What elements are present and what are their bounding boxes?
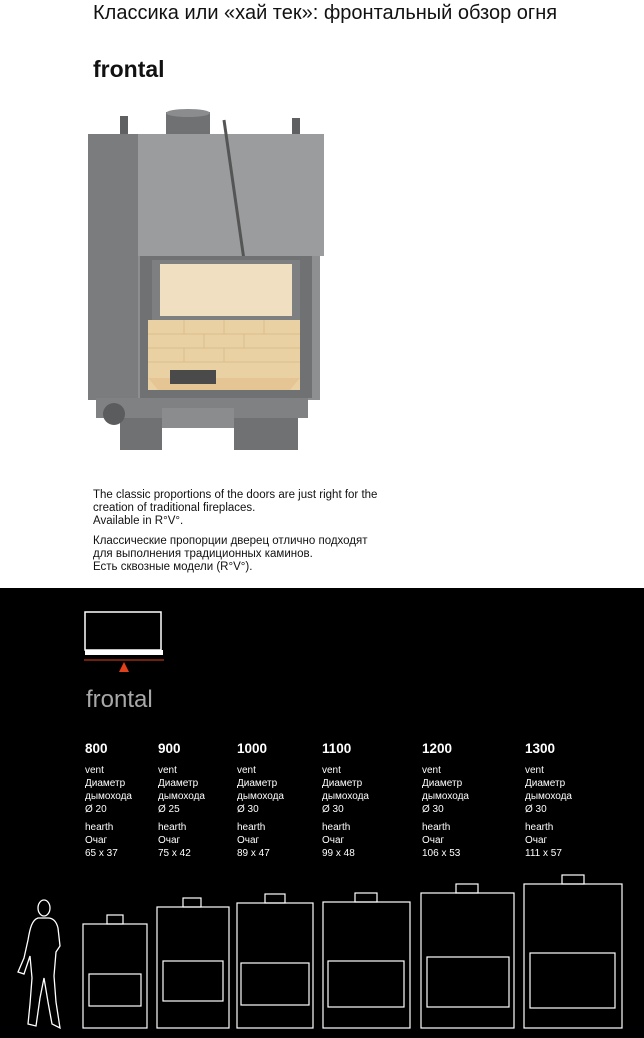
desc-en-line-1: The classic proportions of the doors are just right for the — [93, 489, 378, 501]
description — [93, 489, 423, 574]
diameter-value: Ø 20 — [85, 804, 107, 815]
diameter-label-2: дымохода — [158, 791, 205, 802]
hearth-value: 99 x 48 — [322, 848, 355, 859]
desc-en-line-3: Available in R°V°. — [93, 515, 184, 527]
spec-column-800 — [85, 741, 132, 860]
diameter-label-2: дымохода — [85, 791, 132, 802]
fireplace-photo — [84, 108, 324, 458]
hearth-label-ru: Очаг — [525, 835, 548, 846]
diameter-label-2: дымохода — [525, 791, 572, 802]
model-size: 1300 — [525, 741, 556, 756]
hearth-value: 89 x 47 — [237, 848, 270, 859]
hearth-label: hearth — [158, 822, 187, 833]
diameter-label-1: Диаметр — [525, 778, 566, 789]
model-label: frontal — [86, 686, 153, 713]
page-heading: Классика или «хай тек»: фронтальный обзор огня — [93, 2, 558, 24]
desc-ru-line-3: Есть сквозные модели (R°V°). — [93, 561, 253, 573]
hearth-label: hearth — [422, 822, 451, 833]
model-size: 1200 — [422, 741, 453, 756]
vent-label: vent — [158, 765, 177, 776]
diameter-value: Ø 30 — [322, 804, 344, 815]
outline-1000 — [237, 894, 313, 1028]
hearth-value: 106 x 53 — [422, 848, 461, 859]
diameter-label-1: Диаметр — [422, 778, 463, 789]
hearth-label-ru: Очаг — [322, 835, 345, 846]
hearth-label: hearth — [525, 822, 554, 833]
diameter-label-1: Диаметр — [158, 778, 199, 789]
vent-label: vent — [237, 765, 256, 776]
model-size: 1000 — [237, 741, 268, 756]
diameter-label-1: Диаметр — [85, 778, 126, 789]
hearth-value: 65 x 37 — [85, 848, 118, 859]
diameter-value: Ø 30 — [237, 804, 259, 815]
model-size: 900 — [158, 741, 181, 756]
outline-800 — [83, 915, 147, 1028]
model-size: 1100 — [322, 741, 352, 756]
spec-panel — [0, 588, 644, 1038]
desc-ru-line-1: Классические пропорции дверец отлично подходят — [93, 535, 368, 547]
spec-column-1200 — [422, 741, 469, 860]
frontal-view-icon — [84, 610, 164, 674]
diameter-label-2: дымохода — [322, 791, 369, 802]
diameter-label-2: дымохода — [422, 791, 469, 802]
hearth-label-ru: Очаг — [158, 835, 181, 846]
spec-column-1100 — [322, 741, 369, 860]
desc-ru-line-2: для выполнения традиционных каминов. — [93, 548, 313, 560]
hearth-label: hearth — [85, 822, 114, 833]
section-subtitle: frontal — [93, 56, 165, 82]
hearth-value: 75 x 42 — [158, 848, 191, 859]
size-comparison — [0, 868, 644, 1038]
hearth-label: hearth — [237, 822, 266, 833]
diameter-value: Ø 25 — [158, 804, 180, 815]
hearth-label: hearth — [322, 822, 351, 833]
vent-label: vent — [422, 765, 441, 776]
model-size: 800 — [85, 741, 108, 756]
outline-1200 — [421, 884, 514, 1028]
diameter-label-2: дымохода — [237, 791, 284, 802]
diameter-label-1: Диаметр — [322, 778, 363, 789]
hearth-label-ru: Очаг — [422, 835, 445, 846]
desc-en-line-2: creation of traditional fireplaces. — [93, 502, 256, 514]
hearth-value: 111 x 57 — [525, 848, 562, 859]
outline-1300 — [524, 875, 622, 1028]
spec-column-1000 — [237, 741, 284, 860]
hearth-label-ru: Очаг — [85, 835, 108, 846]
human-silhouette-icon — [18, 900, 60, 1028]
vent-label: vent — [525, 765, 544, 776]
diameter-value: Ø 30 — [525, 804, 547, 815]
hearth-label-ru: Очаг — [237, 835, 260, 846]
spec-column-1300 — [525, 741, 572, 860]
outline-1100 — [323, 893, 410, 1028]
diameter-label-1: Диаметр — [237, 778, 278, 789]
vent-label: vent — [322, 765, 341, 776]
diameter-value: Ø 30 — [422, 804, 444, 815]
vent-label: vent — [85, 765, 104, 776]
outline-900 — [157, 898, 229, 1028]
spec-column-900 — [158, 741, 205, 860]
